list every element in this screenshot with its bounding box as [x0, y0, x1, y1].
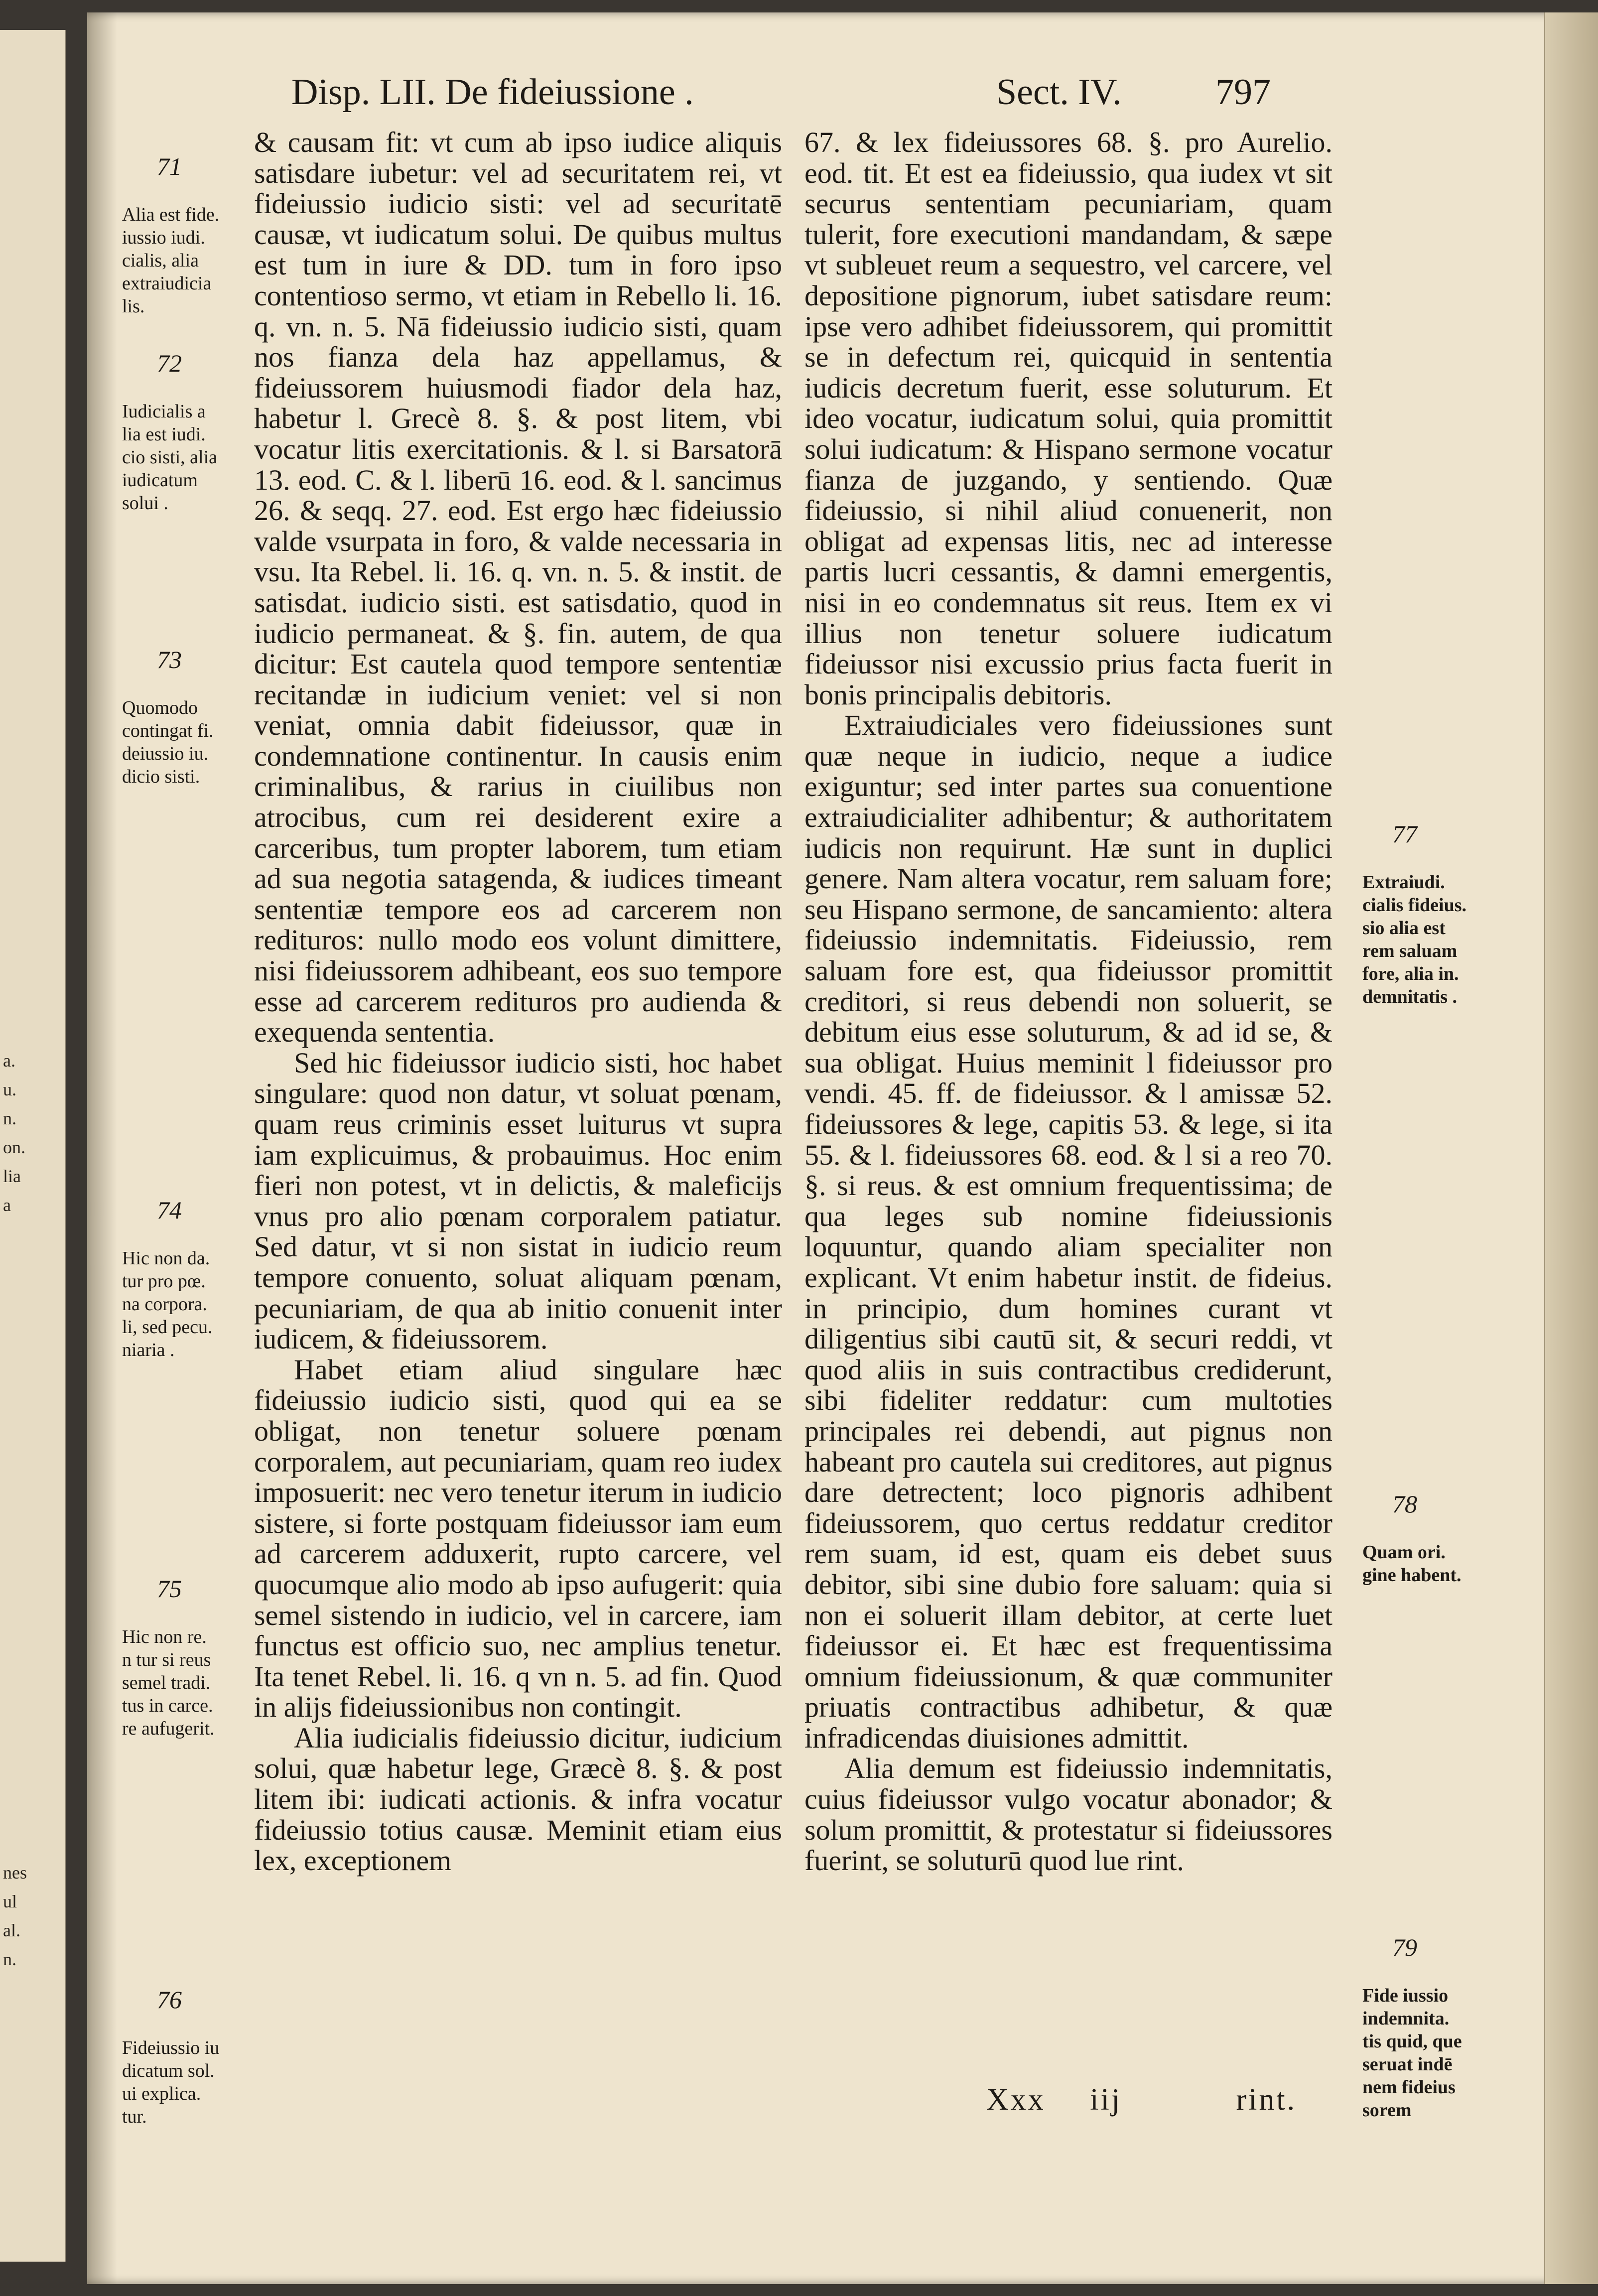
prev-fragment: a.: [3, 1051, 15, 1071]
note-number: 77: [1392, 820, 1417, 848]
running-head-section: Sect. IV.: [996, 72, 1122, 113]
note-number: 75: [157, 1575, 182, 1603]
note-text: Fide iussio indemnita. tis quid, que seruat indē nem fideius sorem: [1362, 1985, 1462, 2121]
note-number: 78: [1392, 1490, 1417, 1518]
signature-mark: Xxx iij: [986, 2083, 1122, 2117]
margin-note-76: [122, 1963, 252, 2128]
margin-note-72: [122, 326, 252, 515]
prev-fragment: u.: [3, 1080, 16, 1099]
paragraph: 67. & lex fideiussores 68. §. pro Aurelio. eod. tit. Et est ea fideiussio, qua iudex vt sit securus sententiam pecuniariam, quam tulerit, fore executioni mandandam, & sæpe vt subleuet reum a sequestro, vel carcere, vel depositione pignorum, iubet satisdare reum: ipse vero adhibet fideiussorem, qui promittit se in defectum rei, quicquid in sententia iudicis decretum fuerit, esse soluturum. Et ideo vocatur, iudicatum solui, quia promittit solui iudicatum: & Hispano sermone vocatur fianza de juzgando, y sentiendo. Quæ fideiussio, si nihil aliud conuenerit, non obligat ad expensas litis, nec ad interesse partis lucri cessantis, & damni emergentis, nisi in eo condemnatus sit reus. Item ex vi illius non tenetur soluere iudicatum fideiussor nisi excussio prius facta fuerit in bonis principalis debitoris.: [804, 126, 1332, 711]
margin-note-78: [1362, 1467, 1487, 1587]
paragraph: Sed hic fideiussor iudicio sisti, hoc habet singulare: quod non datur, vt soluat pœnam, quam reus criminis esset luiturus vt supra iam explicuimus, & probauimus. Hoc enim fieri non potest, vt in delictis, & maleficijs vnus pro alio pœnam corporalem patiatur. Sed datur, vt si non sistat in iudicio reum tempore conuento, soluat aliquam pœnam, pecuniariam, de qua ab initio conuenit inter iudicem, & fideiussorem.: [254, 1046, 782, 1355]
catchword: rint.: [1236, 2083, 1297, 2117]
note-number: 72: [157, 349, 182, 377]
prev-fragment: n.: [3, 1108, 16, 1128]
note-text: Hic non re. n tur si reus semel tradi. tus in carce. re aufugerit.: [122, 1626, 215, 1739]
text-column-right: [804, 127, 1332, 1876]
signature-line: [986, 2082, 1297, 2118]
margin-note-77: [1362, 797, 1487, 1008]
running-head-title: Disp. LII. De fideiussione .: [291, 72, 694, 113]
prev-fragment: n.: [3, 1949, 16, 1969]
page-number: 797: [1215, 72, 1271, 113]
margin-note-75: [122, 1552, 252, 1740]
margin-note-74: [122, 1173, 252, 1361]
paragraph: & causam fit: vt cum ab ipso iudice aliquis satisdare iubetur: vel ad securitatem rei, vt fideiussio iudicio sisti: vel ad securitatē causæ, vt iudicatum solui. De quibus multus est tum in iure & DD. tum in foro ipso contentioso sermo, vt etiam in Rebello li. 16. q. vn. n. 5. Nā fideiussio iudicio sisti, quam nos fianza dela haz appellamus, & fideiussorem huiusmodi fiador dela haz, habetur l. Grecè 8. §. & post litem, vbi vocatur litis exercitationis. & l. si Barsatorā 13. eod. C. & l. liberū 16. eod. & l. sancimus 26. & seqq. 27. eod. Est ergo hæc fideiussio valde vsurpata in foro, & valde necessaria in vsu. Ita Rebel. li. 16. q. vn. n. 5. & instit. de satisdat. iudicio sisti. est satisdatio, quod in iudicio permaneat. & §. fin. autem, de qua dicitur: Est cautela quod tempore sententiæ recitandæ in iudicium veniet: vel si non veniat, omnia dabit fideiussor, quæ in condemnatione continentur. In causis enim criminalibus, & rarius in ciuilibus non atrocibus, cum rei desiderent exire a carceribus, tum propter laborem, tum etiam ad sua negotia satagenda, & iudices timeant sententiæ tempore eos ad carcerem non redituros: nullo modo eos volunt dimittere, nisi fideiussorem adhibeant, eos suo tempore esse ad carcerem redituros pro audienda & exequenda sententia.: [254, 126, 782, 1049]
text-column-left: [254, 127, 782, 1876]
note-number: 74: [157, 1196, 182, 1224]
note-number: 76: [157, 1986, 182, 2014]
note-number: 71: [157, 152, 182, 180]
paragraph: Extraiudiciales vero fideiussiones sunt quæ neque in iudicio, neque a iudice exiguntur; sed inter partes sua conuentione extraiudicialiter adhibentur; & authoritatem iudicis non requirunt. Hæ sunt in duplici genere. Nam altera vocatur, rem saluam fore; seu Hispano sermone, de sancamiento: altera fideiussio indemnitatis. Fideiussio, rem saluam fore est, qua fideiussor promittit creditori, si reus debendi non soluerit, se debitum eius esse soluturum, & ad id se, & sua obligat. Huius meminit l fideiussor pro vendi. 45. ff. de fideiussor. & l amissæ 52. fideiussores & lege, capitis 53. & lege, si ita 55. & l. fideiussores 68. eod. & l si a reo 70. §. si reus. & est omnium frequentissima; de qua leges sub nomine fideiussionis loquuntur, quando aliam specialiter non explicant. Vt enim habetur instit. de fideius. in principio, dum homines curant vt diligentius sibi cautū sit, & securi reddi, vt quod aliis in suis contractibus crediderunt, sibi fideliter reddatur: cum multoties principales rei debendi, aut pignus non habeant pro cautela sui creditores, aut pignus dare detrectent; loco pignoris adhibent fideiussorem, quo certus reddatur creditor rem suam, id est, quam eis debet suus debitor, sibi sine dubio fore saluam: quia si non ei soluerit illam debitor, at certe luet fideiussor ei. Et hæc est frequentissima omnium fideiussionum, & quæ communiter priuatis contractibus adhibetur, & quæ infradicendas diuisiones admittit.: [804, 709, 1332, 1754]
prev-fragment: a: [3, 1195, 11, 1215]
note-text: Quomodo contingat fi. deiussio iu. dicio sisti.: [122, 697, 214, 787]
note-text: Iudicialis a lia est iudi. cio sisti, alia iudicatum solui .: [122, 401, 218, 514]
prev-fragment: nes: [3, 1863, 27, 1883]
previous-page-edge: [0, 30, 66, 2262]
paragraph: Alia demum est fideiussio indemnitatis, cuius fideiussor vulgo vocatur abonador; & solum promittit, & protestatur si fideiussores fuerint, se soluturū quod lue rint.: [804, 1752, 1332, 1877]
margin-note-71: [122, 130, 252, 318]
note-number: 73: [157, 646, 182, 674]
prev-fragment: ul: [3, 1891, 17, 1911]
prev-fragment: lia: [3, 1166, 21, 1186]
prev-fragment: al.: [3, 1920, 20, 1940]
note-text: Alia est fide. iussio iudi. cialis, alia extraiudicia lis.: [122, 204, 220, 317]
note-number: 79: [1392, 1933, 1417, 1961]
gutter-shadow: [87, 12, 117, 2284]
paragraph: Alia iudicialis fideiussio dicitur, iudicium solui, quæ habetur lege, Græcè 8. §. & post litem ibi: iudicati actionis. & infra vocatur fideiussio totius causæ. Meminit etiam eius lex, exceptionem: [254, 1721, 782, 1877]
page-edge-right: [1544, 12, 1598, 2284]
note-text: Hic non da. tur pro pœ. na corpora. li, sed pecu. niaria .: [122, 1248, 213, 1360]
prev-fragment: on.: [3, 1137, 25, 1157]
paragraph: Habet etiam aliud singulare hæc fideiussio iudicio sisti, quod qui ea se obligat, non tenetur soluere pœnam corporalem, aut pecuniariam, quam reo iudex imposuerit: nec vero tenetur iterum in iudicio sistere, si forte postquam fideiussor iam eum ad carcerem adduxerit, rupto carcere, vel quocumque alio modo ab ipso aufugerit: quia semel sistendo in iudicio, vel in carcere, iam functus est officio suo, nec amplius tenetur. Ita tenet Rebel. li. 16. q vn n. 5. ad fin. Quod in alijs fideiussionibus non contingit.: [254, 1353, 782, 1724]
note-text: Extraiudi. cialis fideius. sio alia est rem saluam fore, alia in. demnitatis .: [1362, 872, 1467, 1007]
margin-note-79: [1362, 1910, 1487, 2122]
note-text: Fideiussio iu dicatum sol. ui explica. tur.: [122, 2037, 220, 2127]
margin-note-73: [122, 623, 252, 788]
note-text: Quam ori. gine habent.: [1362, 1542, 1462, 1586]
